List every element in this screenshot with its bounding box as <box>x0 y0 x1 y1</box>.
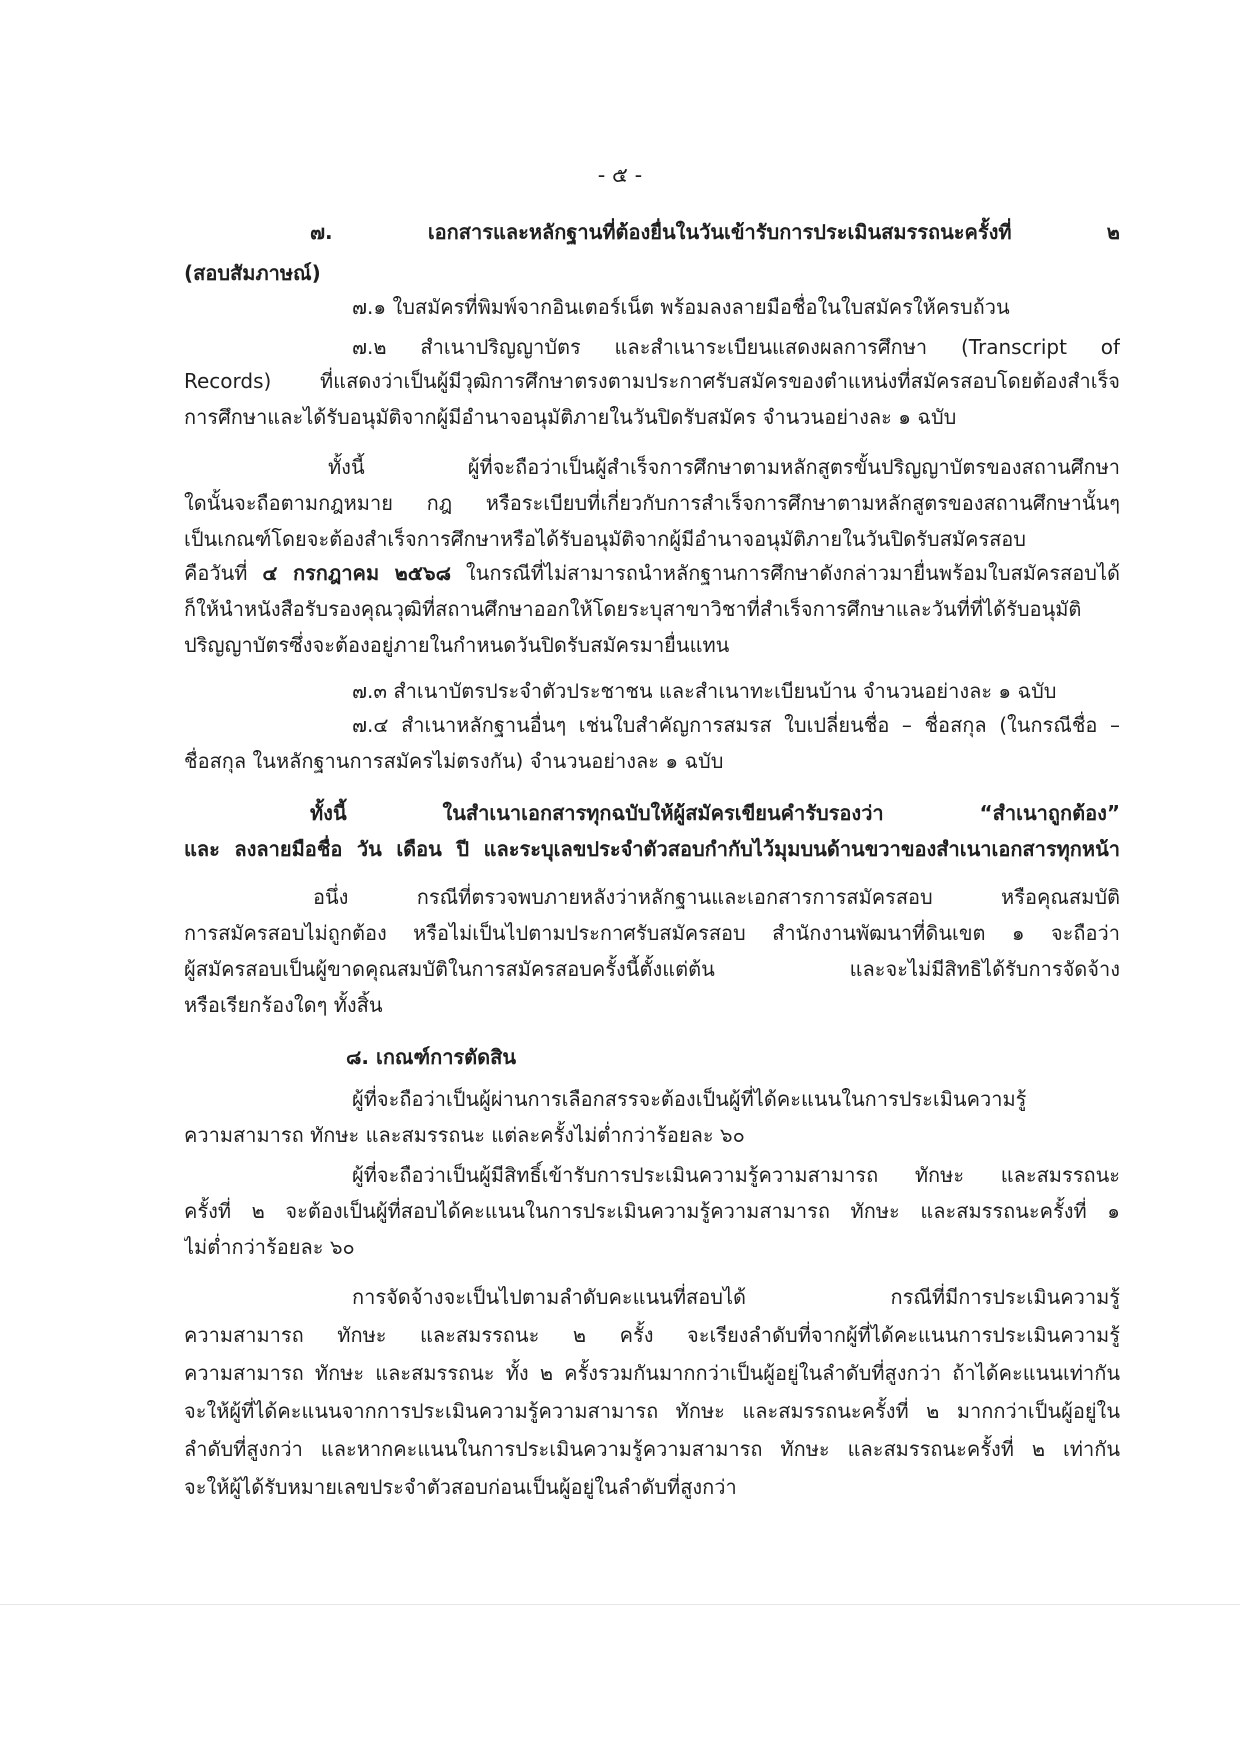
note-line-text: คือวันที่ <box>184 561 263 585</box>
certification-note-line: และ ลงลายมือชื่อ วัน เดือน ปี และระบุเลขประจำตัวสอบกำกับไว้มุมบนด้านขวาของสำเนาเอกสารทุกหน้า <box>184 837 1120 861</box>
criteria-para2-line: ผู้ที่จะถือว่าเป็นผู้มีสิทธิ์เข้ารับการประเมินความรู้ความสามารถ ทักษะ และสมรรถนะ <box>352 1163 1120 1187</box>
item-7-2-line: การศึกษาและได้รับอนุมัติจากผู้มีอำนาจอนุมัติภายในวันปิดรับสมัคร จำนวนอย่างละ ๑ ฉบับ <box>184 405 957 429</box>
section-7-heading: ๗. เอกสารและหลักฐานที่ต้องยื่นในวันเข้ารับการประเมินสมรรถนะครั้งที่ ๒ <box>310 220 1120 244</box>
criteria-para3-line: การจัดจ้างจะเป็นไปตามลำดับคะแนนที่สอบได้ กรณีที่มีการประเมินความรู้ <box>352 1285 1120 1309</box>
criteria-para3-line: ความสามารถ ทักษะ และสมรรถนะ ๒ ครั้ง จะเรียงลำดับที่จากผู้ที่ได้คะแนนการประเมินความรู้ <box>184 1323 1120 1347</box>
section-7-heading-cont: (สอบสัมภาษณ์) <box>184 261 321 285</box>
moreover-line: ผู้สมัครสอบเป็นผู้ขาดคุณสมบัติในการสมัครสอบครั้งนี้ตั้งแต่ต้น และจะไม่มีสิทธิได้รับการจัดจ้าง <box>184 957 1120 981</box>
item-7-1: ๗.๑ ใบสมัครที่พิมพ์จากอินเตอร์เน็ต พร้อมลงลายมือชื่อในใบสมัครให้ครบถ้วน <box>352 295 1010 319</box>
moreover-line: อนึ่ง กรณีที่ตรวจพบภายหลังว่าหลักฐานและเอกสารการสมัครสอบ หรือคุณสมบัติ <box>313 885 1120 909</box>
note-line: ปริญญาบัตรซึ่งจะต้องอยู่ภายในกำหนดวันปิดรับสมัครมายื่นแทน <box>184 633 730 657</box>
item-7-4-line: ชื่อสกุล ในหลักฐานการสมัครไม่ตรงกัน) จำนวนอย่างละ ๑ ฉบับ <box>184 749 724 773</box>
note-line: ทั้งนี้ ผู้ที่จะถือว่าเป็นผู้สำเร็จการศึกษาตามหลักสูตรขั้นปริญญาบัตรของสถานศึกษา <box>328 455 1120 479</box>
criteria-para1-line: ความสามารถ ทักษะ และสมรรถนะ แต่ละครั้งไม่ต่ำกว่าร้อยละ ๖๐ <box>184 1123 745 1147</box>
certification-note-line: ทั้งนี้ ในสำเนาเอกสารทุกฉบับให้ผู้สมัครเขียนคำรับรองว่า “สำเนาถูกต้อง” <box>310 801 1120 825</box>
criteria-para3-line: ลำดับที่สูงกว่า และหากคะแนนในการประเมินความรู้ความสามารถ ทักษะ และสมรรถนะครั้งที่ ๒ เท่ากัน <box>184 1437 1120 1461</box>
moreover-line: การสมัครสอบไม่ถูกต้อง หรือไม่เป็นไปตามประกาศรับสมัครสอบ สำนักงานพัฒนาที่ดินเขต ๑ จะถือว่า <box>184 921 1120 945</box>
scan-divider <box>0 1604 1240 1605</box>
note-line-with-date <box>184 556 1120 591</box>
criteria-para3-line: จะให้ผู้ได้รับหมายเลขประจำตัวสอบก่อนเป็นผู้อยู่ในลำดับที่สูงกว่า <box>184 1475 737 1499</box>
note-line: เป็นเกณฑ์โดยจะต้องสำเร็จการศึกษาหรือได้รับอนุมัติจากผู้มีอำนาจอนุมัติภายในวันปิดรับสมัครสอบ <box>184 527 1026 551</box>
item-7-2-line: Records) ที่แสดงว่าเป็นผู้มีวุฒิการศึกษาตรงตามประกาศรับสมัครของตำแหน่งที่สมัครสอบโดยต้องสำเร็จ <box>184 369 1120 393</box>
criteria-para3-line: ความสามารถ ทักษะ และสมรรถนะ ทั้ง ๒ ครั้งรวมกันมากกว่าเป็นผู้อยู่ในลำดับที่สูงกว่า ถ้าได้คะแนนเท่ากัน <box>184 1361 1120 1385</box>
note-line: ก็ให้นำหนังสือรับรองคุณวุฒิที่สถานศึกษาออกให้โดยระบุสาขาวิชาที่สำเร็จการศึกษาและวันที่ที่ได้รับอนุมัติ <box>184 597 1082 621</box>
item-7-3: ๗.๓ สำเนาบัตรประจำตัวประชาชน และสำเนาทะเบียนบ้าน จำนวนอย่างละ ๑ ฉบับ <box>352 679 1057 703</box>
criteria-para1-line: ผู้ที่จะถือว่าเป็นผู้ผ่านการเลือกสรรจะต้องเป็นผู้ที่ได้คะแนนในการประเมินความรู้ <box>352 1087 1027 1111</box>
note-line-text: ในกรณีที่ไม่สามารถนำหลักฐานการศึกษาดังกล่าวมายื่นพร้อมใบสมัครสอบได้ <box>451 561 1120 585</box>
item-7-2-line: ๗.๒ สำเนาปริญญาบัตร และสำเนาระเบียนแสดงผลการศึกษา (Transcript of <box>352 335 1120 359</box>
criteria-para2-line: ครั้งที่ ๒ จะต้องเป็นผู้ที่สอบได้คะแนนในการประเมินความรู้ความสามารถ ทักษะ และสมรรถนะครั้งที่ ๑ <box>184 1199 1120 1223</box>
criteria-para2-line: ไม่ต่ำกว่าร้อยละ ๖๐ <box>184 1235 355 1259</box>
item-7-4-line: ๗.๔ สำเนาหลักฐานอื่นๆ เช่นใบสำคัญการสมรส ใบเปลี่ยนชื่อ – ชื่อสกุล (ในกรณีชื่อ – <box>352 713 1120 737</box>
page-number: - ๕ - <box>597 163 643 187</box>
moreover-line: หรือเรียกร้องใดๆ ทั้งสิ้น <box>184 993 383 1017</box>
criteria-para3-line: จะให้ผู้ที่ได้คะแนนจากการประเมินความรู้ความสามารถ ทักษะ และสมรรถนะครั้งที่ ๒ มากกว่าเป็นผู้อยู่ใน <box>184 1399 1120 1423</box>
section-8-heading: ๘. เกณฑ์การตัดสิน <box>346 1045 517 1069</box>
closing-date: ๔ กรกฎาคม ๒๕๖๘ <box>262 561 452 585</box>
note-line: ใดนั้นจะถือตามกฎหมาย กฎ หรือระเบียบที่เกี่ยวกับการสำเร็จการศึกษาตามหลักสูตรของสถานศึกษานั้นๆ <box>184 491 1120 515</box>
